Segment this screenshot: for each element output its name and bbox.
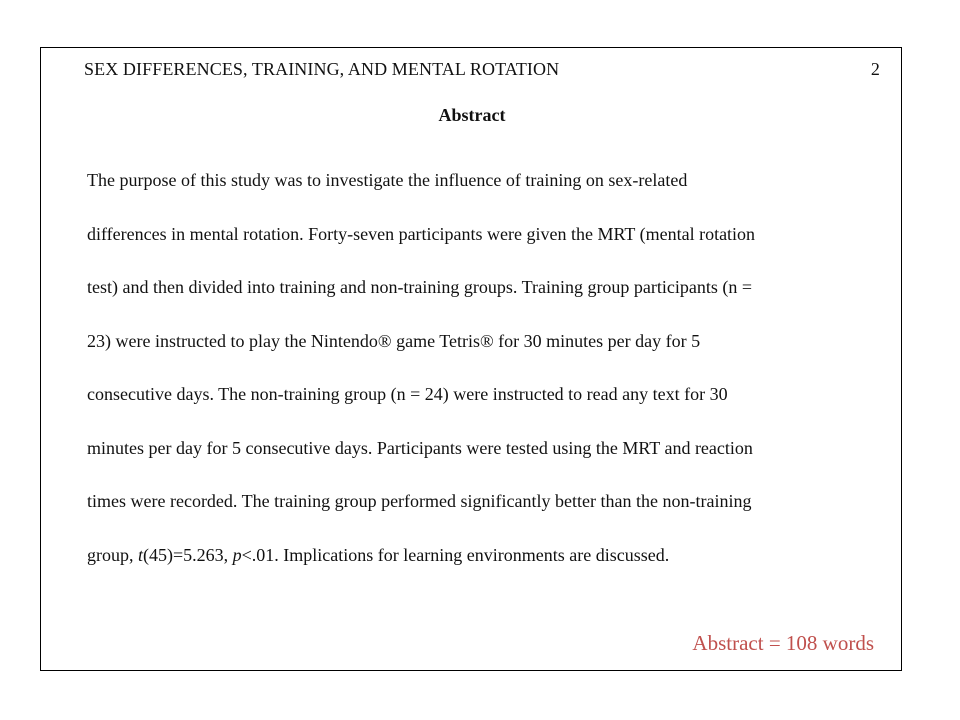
abstract-last-line: [87, 529, 887, 583]
word-count-annotation: Abstract = 108 words: [692, 631, 874, 655]
p-value-symbol: p: [232, 544, 242, 565]
abstract-line: The purpose of this study was to investigate the influence of training on sex-related: [87, 170, 688, 190]
abstract-line: 23) were instructed to play the Nintendo® game Tetris® for 30 minutes per day for 5: [87, 330, 701, 351]
abstract-line: differences in mental rotation. Forty-seven participants were given the MRT (mental rotation: [87, 223, 756, 244]
abstract-line: times were recorded. The training group performed significantly better than the non-training: [87, 491, 752, 511]
running-head: [84, 58, 880, 80]
t-statistic-value: (45)=5.263,: [143, 544, 233, 565]
abstract-body: [87, 154, 887, 582]
abstract-heading: Abstract: [438, 105, 506, 125]
abstract-line: test) and then divided into training and non-training groups. Training group participants (n =: [87, 277, 753, 297]
abstract-line: minutes per day for 5 consecutive days. Participants were tested using the MRT and reaction: [87, 437, 753, 458]
p-value-text: <.01. Implications for learning environments are discussed.: [241, 544, 670, 565]
abstract-line: consecutive days. The non-training group (n = 24) were instructed to read any text for 30: [87, 384, 728, 404]
page-number: 2: [870, 59, 880, 79]
last-line-prefix: group,: [87, 544, 138, 565]
t-statistic-symbol: t: [138, 544, 144, 565]
running-head-title: SEX DIFFERENCES, TRAINING, AND MENTAL ROTATION: [84, 59, 560, 79]
